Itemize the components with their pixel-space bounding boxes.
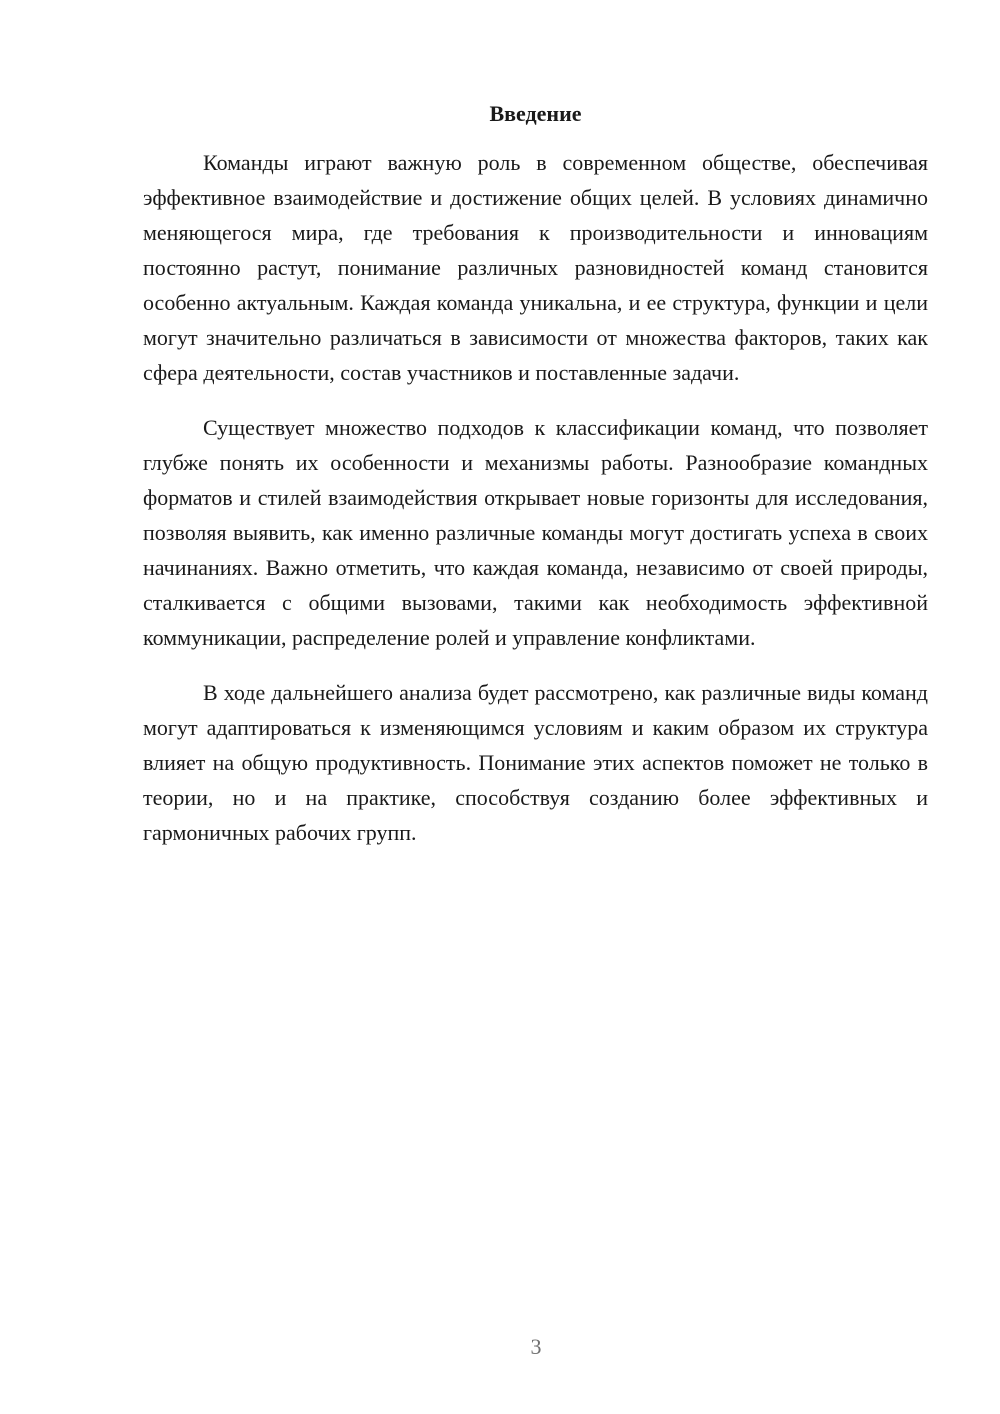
paragraph-3: В ходе дальнейшего анализа будет рассмотрено, как различные виды команд могут адаптироваться к изменяющимся условиям и каким образом их структура влияет на общую продуктивность. Понимание этих аспектов поможет не только в теории, но и на практике, способствуя созданию более эффективных и гармоничных рабочих групп. bbox=[143, 680, 928, 845]
page-body bbox=[143, 96, 928, 870]
page-number: 3 bbox=[530, 1334, 542, 1359]
paragraph-1: Команды играют важную роль в современном обществе, обеспечивая эффективное взаимодействие и достижение общих целей. В условиях динамично меняющегося мира, где требования к производительности и инновациям постоянно растут, понимание различных разновидностей команд становится особенно актуальным. Каждая команда уникальна, и ее структура, функции и цели могут значительно различаться в зависимости от множества факторов, таких как сфера деятельности, состав участников и поставленные задачи. bbox=[143, 150, 928, 385]
section-title: Введение bbox=[489, 101, 582, 126]
paragraph-2: Существует множество подходов к классификации команд, что позволяет глубже понять их особенности и механизмы работы. Разнообразие командных форматов и стилей взаимодействия открывает новые горизонты для исследования, позволяя выявить, как именно различные команды могут достигать успеха в своих начинаниях. Важно отметить, что каждая команда, независимо от своей природы, сталкивается с общими вызовами, такими как необходимость эффективной коммуникации, распределение ролей и управление конфликтами. bbox=[143, 415, 928, 650]
